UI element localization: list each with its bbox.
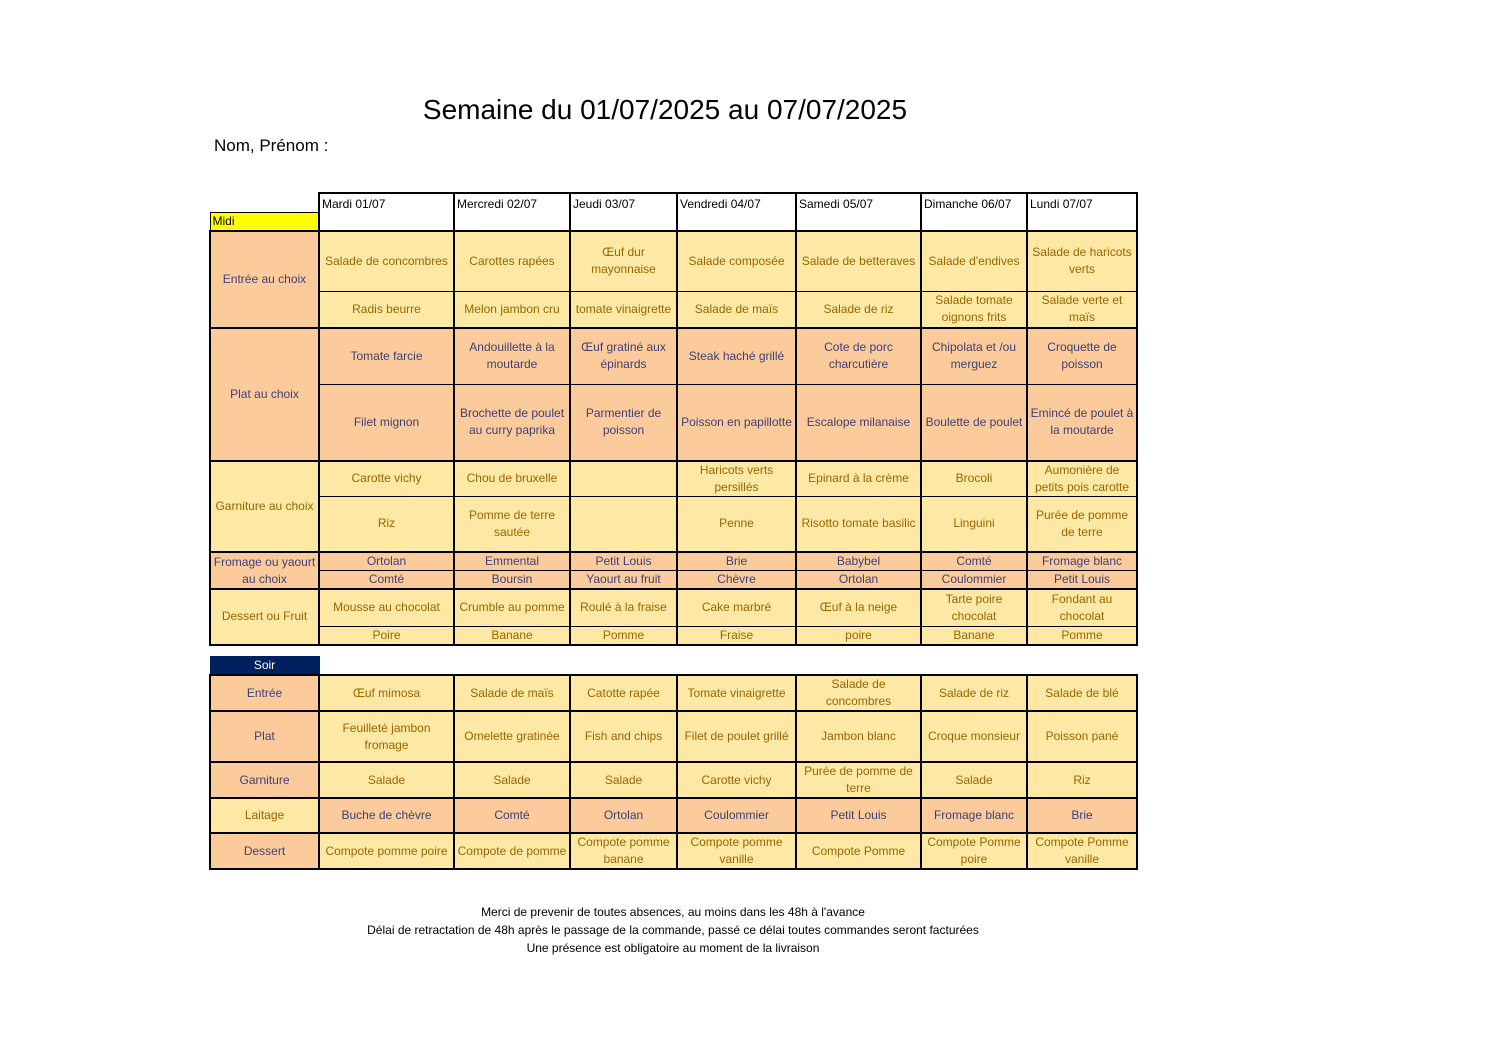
name-label: Nom, Prénom : [214, 136, 329, 155]
menu-cell: Salade composée [677, 231, 796, 292]
menu-cell: Tomate vinaigrette [677, 675, 796, 711]
menu-row [210, 231, 1137, 292]
menu-cell: Brie [677, 552, 796, 571]
menu-cell: Andouillette à la moutarde [454, 328, 570, 385]
dinner-menu-table [209, 656, 1138, 870]
menu-cell: Ortolan [570, 798, 677, 833]
menu-cell: Cake marbré [677, 589, 796, 626]
footer-line: Délai de retractation de 48h après le passage de la commande, passé ce délai toutes commandes seront facturées [367, 923, 979, 937]
menu-cell: Petit Louis [796, 798, 921, 833]
course-label: Dessert [210, 833, 319, 869]
menu-cell: Feuilleté jambon fromage [319, 711, 454, 762]
menu-cell: Comté [319, 571, 454, 590]
menu-cell: Brie [1027, 798, 1137, 833]
footer-line: Merci de prevenir de toutes absences, au moins dans les 48h à l'avance [481, 905, 865, 919]
header-spacer [210, 193, 319, 212]
menu-cell: Salade verte et maïs [1027, 292, 1137, 328]
header-spacer [1027, 657, 1137, 676]
course-label: Plat au choix [210, 328, 319, 461]
menu-cell: Poire [319, 626, 454, 645]
menu-cell: Brocoli [921, 461, 1027, 497]
soir-label: Soir [210, 657, 319, 676]
header-spacer [570, 657, 677, 676]
menu-cell: Comté [454, 798, 570, 833]
day-header: Jeudi 03/07 [570, 193, 677, 231]
course-label: Garniture au choix [210, 461, 319, 553]
menu-cell: Compote Pomme poire [921, 833, 1027, 869]
course-label: Garniture [210, 762, 319, 798]
menu-cell: Poisson en papillotte [677, 385, 796, 461]
course-label: Entrée [210, 675, 319, 711]
course-label: Fromage ou yaourt au choix [210, 552, 319, 589]
day-header: Samedi 05/07 [796, 193, 921, 231]
menu-cell: Salade tomate oignons frits [921, 292, 1027, 328]
menu-cell: Compote pomme banane [570, 833, 677, 869]
menu-cell: Salade de riz [921, 675, 1027, 711]
menu-cell: Boursin [454, 571, 570, 590]
day-header: Mercredi 02/07 [454, 193, 570, 231]
menu-cell: Chèvre [677, 571, 796, 590]
menu-cell: Salade [921, 762, 1027, 798]
menu-cell: Compote de pomme [454, 833, 570, 869]
footer-line: Une présence est obligatoire au moment de la livraison [526, 941, 820, 955]
menu-row [210, 496, 1137, 552]
menu-cell: Carottes rapées [454, 231, 570, 292]
menu-cell: Salade d'endives [921, 231, 1027, 292]
menu-cell: Haricots verts persillés [677, 461, 796, 497]
menu-cell: Crumble au pomme [454, 589, 570, 626]
menu-row [210, 328, 1137, 385]
menu-cell: Chou de bruxelle [454, 461, 570, 497]
menu-row [210, 762, 1137, 798]
menu-cell: Escalope milanaise [796, 385, 921, 461]
menu-cell: Banane [454, 626, 570, 645]
menu-cell: Emmental [454, 552, 570, 571]
menu-row [210, 711, 1137, 762]
menu-cell: Penne [677, 496, 796, 552]
menu-cell: Riz [319, 496, 454, 552]
menu-cell: Croquette de poisson [1027, 328, 1137, 385]
menu-cell: Steak haché grillé [677, 328, 796, 385]
menu-cell: Salade [570, 762, 677, 798]
menu-cell: Jambon blanc [796, 711, 921, 762]
menu-cell: Parmentier de poisson [570, 385, 677, 461]
menu-cell: Purée de pomme de terre [796, 762, 921, 798]
menu-cell: Petit Louis [570, 552, 677, 571]
day-header: Lundi 07/07 [1027, 193, 1137, 231]
menu-cell: Yaourt au fruit [570, 571, 677, 590]
menu-row [210, 626, 1137, 645]
menu-cell: Emincé de poulet à la moutarde [1027, 385, 1137, 461]
menu-row [210, 675, 1137, 711]
header-spacer [921, 657, 1027, 676]
menu-cell: Banane [921, 626, 1027, 645]
menu-cell: Fromage blanc [921, 798, 1027, 833]
course-label: Laitage [210, 798, 319, 833]
menu-cell: Œuf mimosa [319, 675, 454, 711]
menu-cell: Salade de blé [1027, 675, 1137, 711]
menu-row [210, 589, 1137, 626]
menu-cell: Salade de haricots verts [1027, 231, 1137, 292]
menu-cell: Poisson pané [1027, 711, 1137, 762]
menu-row [210, 552, 1137, 571]
menu-cell: Fromage blanc [1027, 552, 1137, 571]
menu-cell: tomate vinaigrette [570, 292, 677, 328]
menu-cell: Melon jambon cru [454, 292, 570, 328]
footer-notes [0, 903, 1346, 957]
menu-cell: Purée de pomme de terre [1027, 496, 1137, 552]
menu-cell: Buche de chèvre [319, 798, 454, 833]
menu-cell: Ortolan [319, 552, 454, 571]
day-header: Vendredi 04/07 [677, 193, 796, 231]
menu-cell: Pomme [1027, 626, 1137, 645]
menu-cell: Epinard à la crème [796, 461, 921, 497]
menu-cell: Compote Pomme [796, 833, 921, 869]
day-header-row [210, 193, 1137, 212]
menu-row [210, 385, 1137, 461]
menu-cell: Salade de riz [796, 292, 921, 328]
menu-cell: Compote Pomme vanille [1027, 833, 1137, 869]
menu-cell: Œuf gratiné aux épinards [570, 328, 677, 385]
menu-cell: Carotte vichy [677, 762, 796, 798]
menu-row [210, 833, 1137, 869]
menu-cell: Ortolan [796, 571, 921, 590]
course-label: Entrée au choix [210, 231, 319, 328]
midi-label: Midi [210, 212, 319, 231]
menu-cell: Fondant au chocolat [1027, 589, 1137, 626]
header-spacer [319, 657, 454, 676]
page-title: Semaine du 01/07/2025 au 07/07/2025 [422, 94, 908, 125]
menu-cell: Salade de concombres [796, 675, 921, 711]
menu-row [210, 461, 1137, 497]
menu-cell: Carotte vichy [319, 461, 454, 497]
header-spacer [796, 657, 921, 676]
menu-cell: Aumonière de petits pois carotte [1027, 461, 1137, 497]
menu-cell: Mousse au chocolat [319, 589, 454, 626]
menu-cell: poire [796, 626, 921, 645]
day-header: Mardi 01/07 [319, 193, 454, 231]
menu-row [210, 798, 1137, 833]
menu-cell: Petit Louis [1027, 571, 1137, 590]
menu-cell: Œuf à la neige [796, 589, 921, 626]
menu-cell: Croque monsieur [921, 711, 1027, 762]
menu-cell: Risotto tomate basilic [796, 496, 921, 552]
menu-cell [570, 461, 677, 497]
menu-cell [570, 496, 677, 552]
menu-cell: Cote de porc charcutière [796, 328, 921, 385]
menu-cell: Pomme [570, 626, 677, 645]
menu-cell: Filet de poulet grillé [677, 711, 796, 762]
menu-cell: Salade de concombres [319, 231, 454, 292]
menu-cell: Comté [921, 552, 1027, 571]
menu-cell: Salade de betteraves [796, 231, 921, 292]
menu-cell: Salade [454, 762, 570, 798]
header-spacer [677, 657, 796, 676]
course-label: Plat [210, 711, 319, 762]
menu-cell: Pomme de terre sautée [454, 496, 570, 552]
soir-label-row [210, 657, 1137, 676]
menu-cell: Catotte rapée [570, 675, 677, 711]
menu-cell: Salade de maïs [677, 292, 796, 328]
menu-row [210, 571, 1137, 590]
menu-cell: Omelette gratinée [454, 711, 570, 762]
menu-cell: Coulommier [921, 571, 1027, 590]
menu-cell: Coulommier [677, 798, 796, 833]
header-spacer [454, 657, 570, 676]
menu-cell: Roulé à la fraise [570, 589, 677, 626]
menu-row [210, 292, 1137, 328]
menu-cell: Salade [319, 762, 454, 798]
menu-cell: Brochette de poulet au curry paprika [454, 385, 570, 461]
menu-cell: Linguini [921, 496, 1027, 552]
menu-cell: Riz [1027, 762, 1137, 798]
menu-cell: Œuf dur mayonnaise [570, 231, 677, 292]
menu-cell: Fish and chips [570, 711, 677, 762]
lunch-menu-table [209, 192, 1138, 646]
course-label: Dessert ou Fruit [210, 589, 319, 645]
menu-cell: Salade de maïs [454, 675, 570, 711]
day-header: Dimanche 06/07 [921, 193, 1027, 231]
menu-cell: Chipolata et /ou merguez [921, 328, 1027, 385]
menu-cell: Babybel [796, 552, 921, 571]
menu-cell: Radis beurre [319, 292, 454, 328]
menu-cell: Compote pomme vanille [677, 833, 796, 869]
menu-cell: Compote pomme poire [319, 833, 454, 869]
menu-cell: Tarte poire chocolat [921, 589, 1027, 626]
menu-cell: Boulette de poulet [921, 385, 1027, 461]
menu-cell: Fraise [677, 626, 796, 645]
menu-cell: Filet mignon [319, 385, 454, 461]
menu-cell: Tomate farcie [319, 328, 454, 385]
